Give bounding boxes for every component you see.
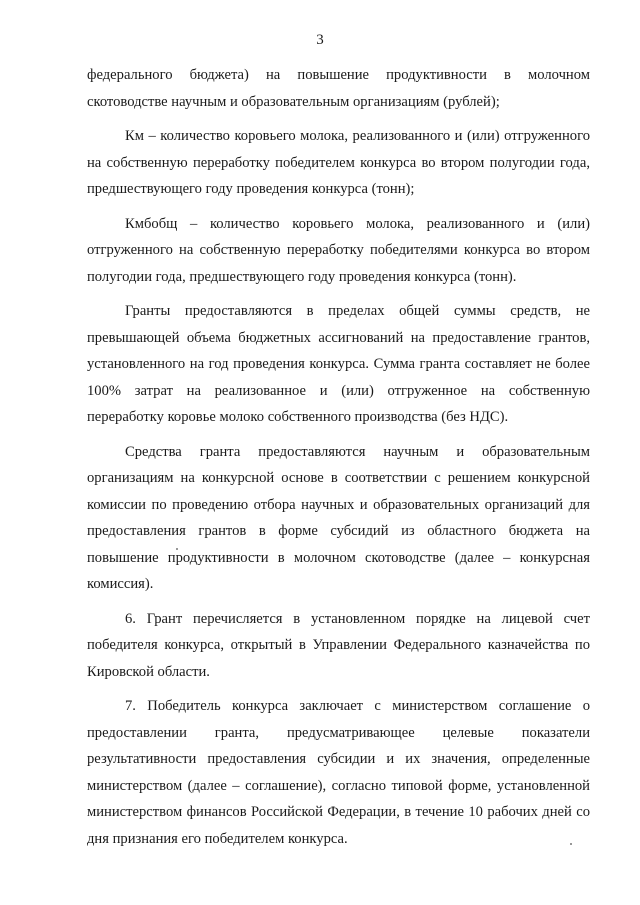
- paragraph-grant-limits: Гранты предоставляются в пределах общей суммы средств, не превышающей объема бюджетных ассигнований на предоставление грантов, установленного на год проведения конкурса. Сумма гранта составляет не более 100% затрат на реализованное и (или) отгруженное на собственную переработку коровье молоко собственного производства (без НДС).: [87, 303, 590, 425]
- scan-speck: [176, 548, 178, 550]
- paragraph-item-6: 6. Грант перечисляется в установленном порядке на лицевой счет победителя конкурса, открытый в Управлении Федерального казначейства по Кировской области.: [87, 610, 590, 680]
- paragraph-kmbobshch-definition: Кмбобщ – количество коровьего молока, реализованного и (или) отгруженного на собственную переработку победителями конкурса во втором полугодии года, предшествующего году проведения конкурса (тонн).: [87, 215, 590, 285]
- scan-speck: [570, 843, 572, 845]
- document-body: [87, 62, 590, 860]
- paragraph-continuation: федерального бюджета) на повышение продуктивности в молочном скотоводстве научным и образовательным организациям (рублей);: [87, 67, 590, 110]
- paragraph-item-7: 7. Победитель конкурса заключает с министерством соглашение о предоставлении гранта, предусматривающее целевые показатели результативности предоставления субсидии и их значения, определенные министерством (далее – соглашение), согласно типовой форме, установленной министерством финансов Российской Федерации, в течение 10 рабочих дней со дня признания его победителем конкурса.: [87, 698, 590, 847]
- paragraph-km-definition: Км – количество коровьего молока, реализованного и (или) отгруженного на собственную переработку победителем конкурса во втором полугодии года, предшествующего году проведения конкурса (тонн);: [87, 128, 590, 197]
- page-number: 3: [316, 32, 324, 48]
- paragraph-grant-funds: Средства гранта предоставляются научным и образовательным организациям на конкурсной основе в соответствии с решением конкурсной комиссии по проведению отбора научных и образовательных организаций для предоставления грантов в форме субсидий из областного бюджета на повышение продуктивности в молочном скотоводстве (далее – конкурсная комиссия).: [87, 443, 590, 592]
